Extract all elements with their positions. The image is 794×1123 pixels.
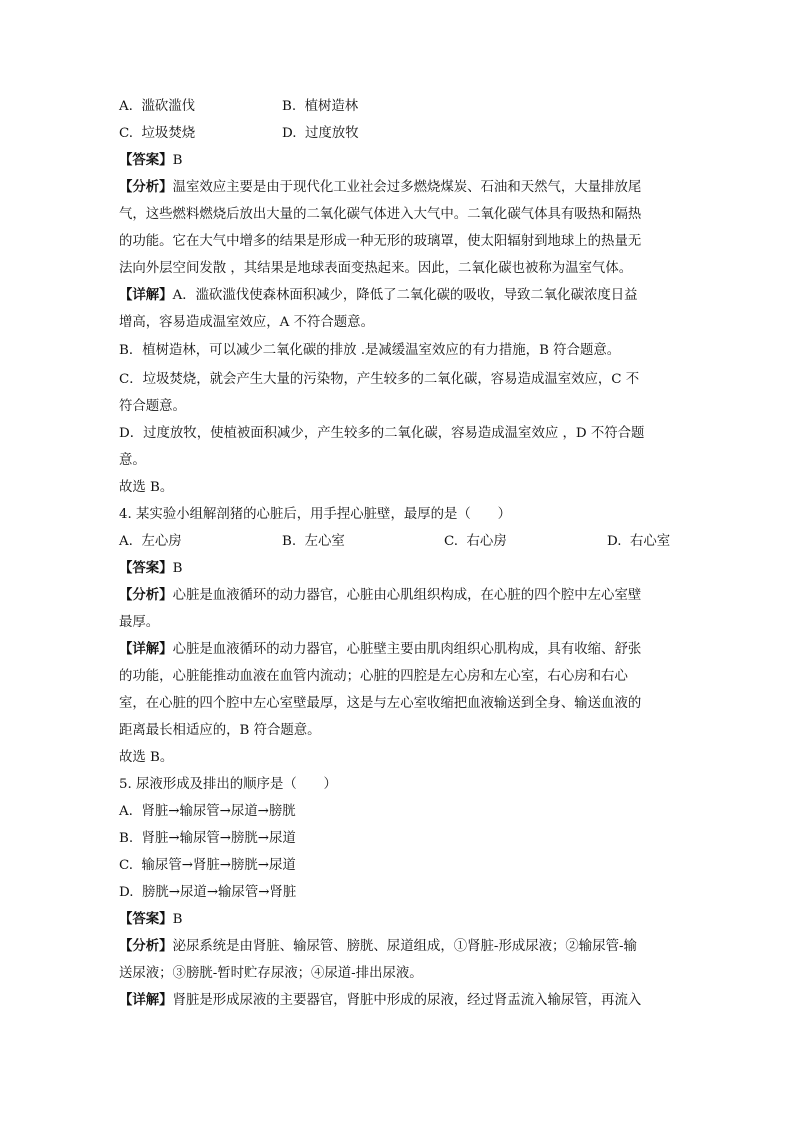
q4-stem: 4. 某实验小组解剖猪的心脏后，用手捏心脏壁，最厚的是（ ） <box>119 507 511 522</box>
q3-options-row-2 <box>119 120 677 147</box>
q3-answer: 【答案】B <box>119 152 183 168</box>
q5-analysis: 【分析】泌尿系统是由肾脏、输尿管、膀胱、尿道组成，①肾脏-形成尿液；②输尿管-输 送尿液；③膀胱-暂时贮存尿液；④尿道-排出尿液。 <box>119 938 637 981</box>
q5-option-c: C. 输尿管→肾脏→膀胱→尿道 <box>119 858 296 873</box>
q4-conclusion: 故选 B。 <box>119 750 174 765</box>
q5-option-a: A. 肾脏→输尿管→尿道→膀胱 <box>119 804 296 819</box>
q4-answer: 【答案】B <box>119 560 183 576</box>
document-page <box>119 93 677 1014</box>
q3-detail-d: D．过度放牧，使植被面积减少，产生较多的二氧化碳，容易造成温室效应 ，D 不符合题 意。 <box>119 426 645 468</box>
q3-option-b: B. 植树造林 <box>282 99 359 114</box>
q4-option-a: A. 左心房 <box>119 534 182 549</box>
q4-option-d: D. 右心室 <box>607 534 671 549</box>
q5-answer: 【答案】B <box>119 911 183 927</box>
q5-stem: 5. 尿液形成及排出的顺序是（ ） <box>119 777 337 792</box>
q4-detail: 【详解】心脏是血液循环的动力器官，心脏壁主要由肌肉组织心肌构成，具有收缩、舒张 的功能，心脏能推动血液在血管内流动；心脏的四腔是左心房和左心室，右心房和右心 室，在心脏的四个腔中左心室壁最厚，这是与左心室收缩把血液输送到全身、输送血液的 距离最长相适应的，B 符合题意。 <box>119 641 642 738</box>
q5-option-d: D. 膀胱→尿道→输尿管→肾脏 <box>119 885 297 900</box>
q4-option-c: C. 右心房 <box>444 534 507 549</box>
q3-option-d: D. 过度放牧 <box>282 126 359 141</box>
q5-option-b: B. 肾脏→输尿管→膀胱→尿道 <box>119 831 296 846</box>
q4-option-b: B. 左心室 <box>282 534 345 549</box>
q5-detail: 【详解】肾脏是形成尿液的主要器官，肾脏中形成的尿液，经过肾盂流入输尿管，再流入 <box>119 992 642 1008</box>
q3-analysis: 【分析】温室效应主要是由于现代化工业社会过多燃烧煤炭、石油和天然气，大量排放尾 气，这些燃料燃烧后放出大量的二氧化碳气体进入大气中。二氧化碳气体具有吸热和隔热 的功能。它在大气中增多的结果是形成一种无形的玻璃罩，使太阳辐射到地球上的热量无 法向外层空间发散 ，其结果是地球表面变热起来。因此，二氧化碳也被称为温室气体。 <box>119 179 642 276</box>
q3-option-a: A. 滥砍滥伐 <box>119 99 196 114</box>
q3-options-row-1 <box>119 93 677 120</box>
q4-options-row <box>119 528 677 555</box>
q4-analysis: 【分析】心脏是血液循环的动力器官，心脏由心肌组织构成，在心脏的四个腔中左心室壁 最厚。 <box>119 587 642 630</box>
q3-detail-b: B．植树造林，可以减少二氧化碳的排放 .是减缓温室效应的有力措施，B 符合题意。 <box>119 343 621 358</box>
q3-conclusion: 故选 B。 <box>119 480 174 495</box>
q3-detail-a: 【详解】A．滥砍滥伐使森林面积减少，降低了二氧化碳的吸收，导致二氧化碳浓度日益 增高，容易造成温室效应，A 不符合题意。 <box>119 287 638 330</box>
q3-option-c: C. 垃圾焚烧 <box>119 126 196 141</box>
q3-detail-c: C．垃圾焚烧，就会产生大量的污染物，产生较多的二氧化碳，容易造成温室效应，C 不 符合题意。 <box>119 372 640 414</box>
